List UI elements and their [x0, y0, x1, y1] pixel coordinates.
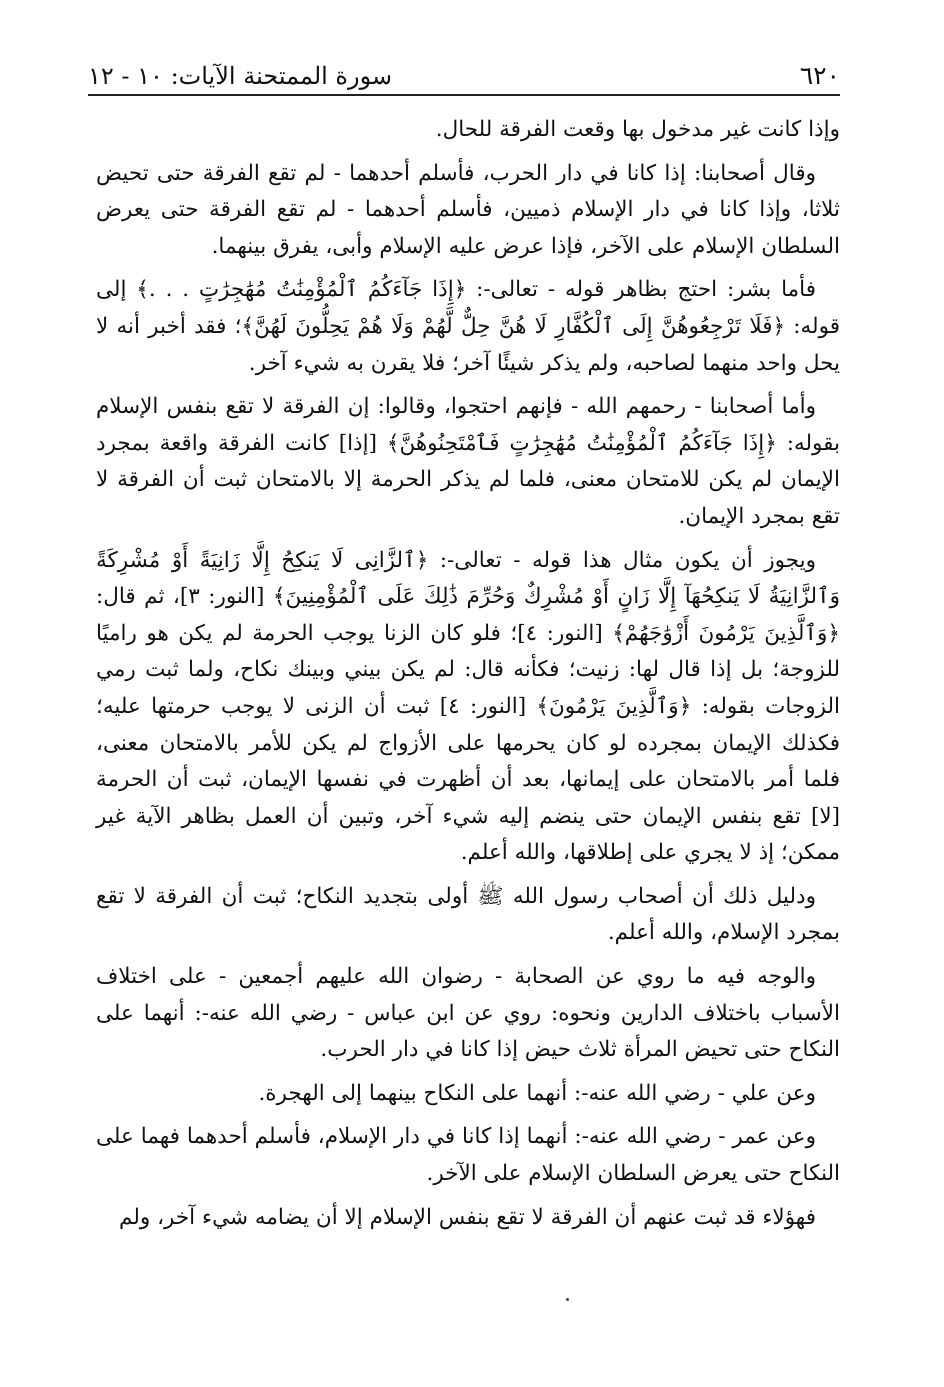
paragraph: وأما أصحابنا - رحمهم الله - فإنهم احتجوا، وقالوا: إن الفرقة لا تقع بنفس الإسلام بقوله: ﴿إِذَا جَآءَكُمُ ٱلْمُؤْمِنَٰتُ مُهَٰجِرَٰتٍ فَٱمْتَحِنُوهُنَّ﴾ [إذا] كانت الفرقة واقعة بمجرد الإيمان لم يكن للامتحان معنى، فلما لم يذكر الحرمة إلا بالامتحان ثبت أن الفرقة لا تقع بمجرد الإيمان.: [96, 394, 840, 529]
paragraph: فهؤلاء قد ثبت عنهم أن الفرقة لا تقع بنفس الإسلام إلا أن يضامه شيء آخر، ولم: [119, 1204, 816, 1230]
page-body: [96, 112, 840, 1243]
paragraph: وإذا كانت غير مدخول بها وقعت الفرقة للحال.: [435, 117, 840, 142]
paragraph: فأما بشر: احتج بظاهر قوله - تعالى-: ﴿إِذَا جَآءَكُمُ ٱلْمُؤْمِنَٰتُ مُهَٰجِرَٰتٍ . . .﴾ إلى قوله: ﴿فَلَا تَرْجِعُوهُنَّ إِلَى ٱلْكُفَّارِ لَا هُنَّ حِلٌّ لَّهُمْ وَلَا هُمْ يَحِلُّونَ لَهُنَّ﴾؛ فقد أخبر أنه لا يحل واحد منهما لصاحبه، ولم يذكر شيئًا آخر؛ فلا يقرن به شيء آخر.: [96, 277, 840, 376]
paragraph: ويجوز أن يكون مثال هذا قوله - تعالى-: ﴿ٱلزَّانِى لَا يَنكِحُ إِلَّا زَانِيَةً أَوْ مُشْرِكَةً وَٱلزَّانِيَةُ لَا يَنكِحُهَآ إِلَّا زَانٍ أَوْ مُشْرِكٌ وَحُرِّمَ ذَٰلِكَ عَلَى ٱلْمُؤْمِنِينَ﴾ [النور: ٣]، ثم قال: ﴿وَٱلَّذِينَ يَرْمُونَ أَزْوَٰجَهُمْ﴾ [النور: ٤]؛ فلو كان الزنا يوجب الحرمة لم يكن هو راميًا للزوجة؛ بل إذا قال لها: زنيت؛ فكأنه قال: لم يكن بيني وبينك نكاح، ولما ثبت رمي الزوجات بقوله: ﴿وَٱلَّذِينَ يَرْمُونَ﴾ [النور: ٤] ثبت أن الزنى لا يوجب حرمتها عليه؛ فكذلك الإيمان بمجرده لو كان يحرمها على الأزواج لم يكن للأمر بالامتحان معنى، فلما أمر بالامتحان على إيمانها، بعد أن أظهرت في نفسها الإيمان، ثبت أن الحرمة [لا] تقع بنفس الإيمان حتى ينضم إليه شيء آخر، وتبين أن العمل بظاهر الآية غير ممكن؛ إذ لا يجري على إطلاقها، والله أعلم.: [96, 547, 840, 866]
paragraph: وقال أصحابنا: إذا كانا في دار الحرب، فأسلم أحدهما - لم تقع الفرقة حتى تحيض ثلاثا، وإذا كانا في دار الإسلام ذميين، فأسلم أحدهما - لم تقع الفرقة حتى يعرض السلطان الإسلام على الآخر، فإذا عرض عليه الإسلام وأبى، يفرق بينهما.: [96, 160, 840, 259]
paragraph: ودليل ذلك أن أصحاب رسول الله ﷺ أولى بتجديد النكاح؛ ثبت أن الفرقة لا تقع بمجرد الإسلام، والله أعلم.: [96, 883, 840, 946]
paragraph: والوجه فيه ما روي عن الصحابة - رضوان الله عليهم أجمعين - على اختلاف الأسباب باختلاف الدارين ونحوه: روي عن ابن عباس - رضي الله عنه-: أنهما على النكاح حتى تحيض المرأة ثلاث حيض إذا كانا في دار الحرب.: [96, 964, 840, 1063]
page-number: ٦٢٠: [799, 61, 840, 90]
paragraph: وعن عمر - رضي الله عنه-: أنهما إذا كانا في دار الإسلام، فأسلم أحدهما فهما على النكاح حتى يعرض السلطان الإسلام على الآخر.: [96, 1124, 840, 1187]
scan-dot: [566, 1298, 569, 1301]
running-title: سورة الممتحنة الآيات: ١٠ - ١٢: [88, 62, 393, 90]
paragraph: وعن علي - رضي الله عنه-: أنهما على النكاح بينهما إلى الهجرة.: [258, 1080, 816, 1106]
page-header: [88, 52, 840, 96]
